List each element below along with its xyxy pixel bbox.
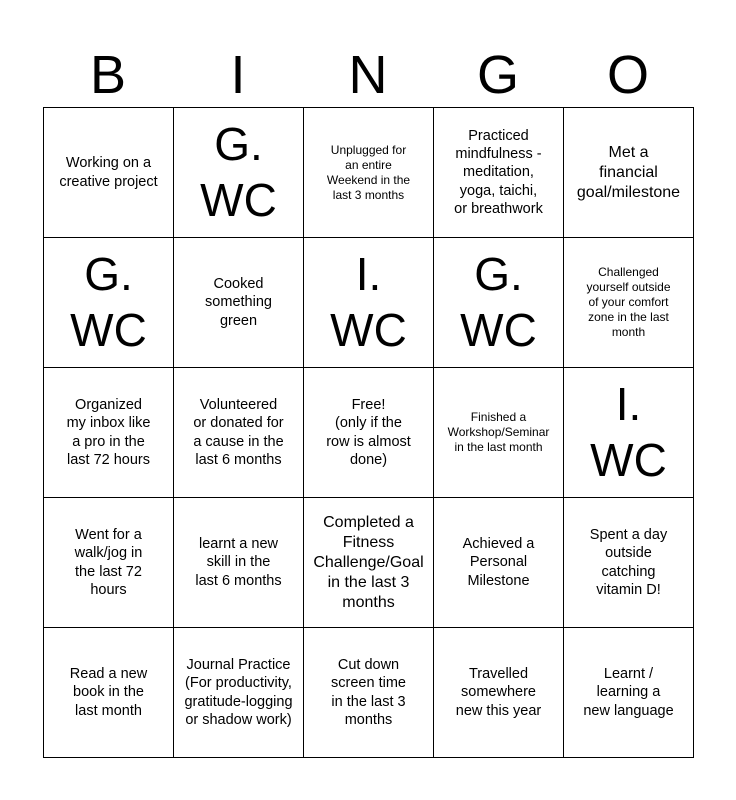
- bingo-cell[interactable]: Practiced mindfulness - meditation, yoga, taichi, or breathwork: [434, 108, 564, 238]
- bingo-cell[interactable]: Spent a day outside catching vitamin D!: [564, 498, 694, 628]
- bingo-cell[interactable]: Learnt / learning a new language: [564, 628, 694, 758]
- bingo-cell[interactable]: Unplugged for an entire Weekend in the last 3 months: [304, 108, 434, 238]
- bingo-card-grid: [43, 107, 694, 758]
- bingo-cell[interactable]: Working on a creative project: [44, 108, 174, 238]
- header-letter-o: O: [606, 45, 649, 105]
- bingo-cell[interactable]: Went for a walk/jog in the last 72 hours: [44, 498, 174, 628]
- bingo-cell-wildcard[interactable]: I. WC: [304, 238, 434, 368]
- bingo-cell-wildcard[interactable]: G. WC: [434, 238, 564, 368]
- bingo-cell-free[interactable]: Free! (only if the row is almost done): [304, 368, 434, 498]
- bingo-cell[interactable]: Travelled somewhere new this year: [434, 628, 564, 758]
- bingo-cell[interactable]: Organized my inbox like a pro in the last 72 hours: [44, 368, 174, 498]
- bingo-cell[interactable]: Cooked something green: [174, 238, 304, 368]
- bingo-cell[interactable]: Journal Practice (For productivity, gratitude-logging or shadow work): [174, 628, 304, 758]
- header-letter-i: I: [230, 45, 246, 105]
- bingo-cell[interactable]: Completed a Fitness Challenge/Goal in the last 3 months: [304, 498, 434, 628]
- bingo-cell[interactable]: learnt a new skill in the last 6 months: [174, 498, 304, 628]
- header-letter-g: G: [476, 45, 519, 105]
- bingo-cell[interactable]: Met a financial goal/milestone: [564, 108, 694, 238]
- header-letter-b: B: [89, 45, 127, 105]
- bingo-header: [43, 42, 693, 108]
- bingo-cell[interactable]: Volunteered or donated for a cause in the last 6 months: [174, 368, 304, 498]
- bingo-cell[interactable]: Challenged yourself outside of your comfort zone in the last month: [564, 238, 694, 368]
- bingo-cell[interactable]: Read a new book in the last month: [44, 628, 174, 758]
- bingo-cell[interactable]: Finished a Workshop/Seminar in the last month: [434, 368, 564, 498]
- bingo-cell[interactable]: Cut down screen time in the last 3 months: [304, 628, 434, 758]
- bingo-cell-wildcard[interactable]: G. WC: [44, 238, 174, 368]
- bingo-cell-wildcard[interactable]: G. WC: [174, 108, 304, 238]
- bingo-cell-wildcard[interactable]: I. WC: [564, 368, 694, 498]
- bingo-cell[interactable]: Achieved a Personal Milestone: [434, 498, 564, 628]
- header-letter-n: N: [348, 45, 388, 105]
